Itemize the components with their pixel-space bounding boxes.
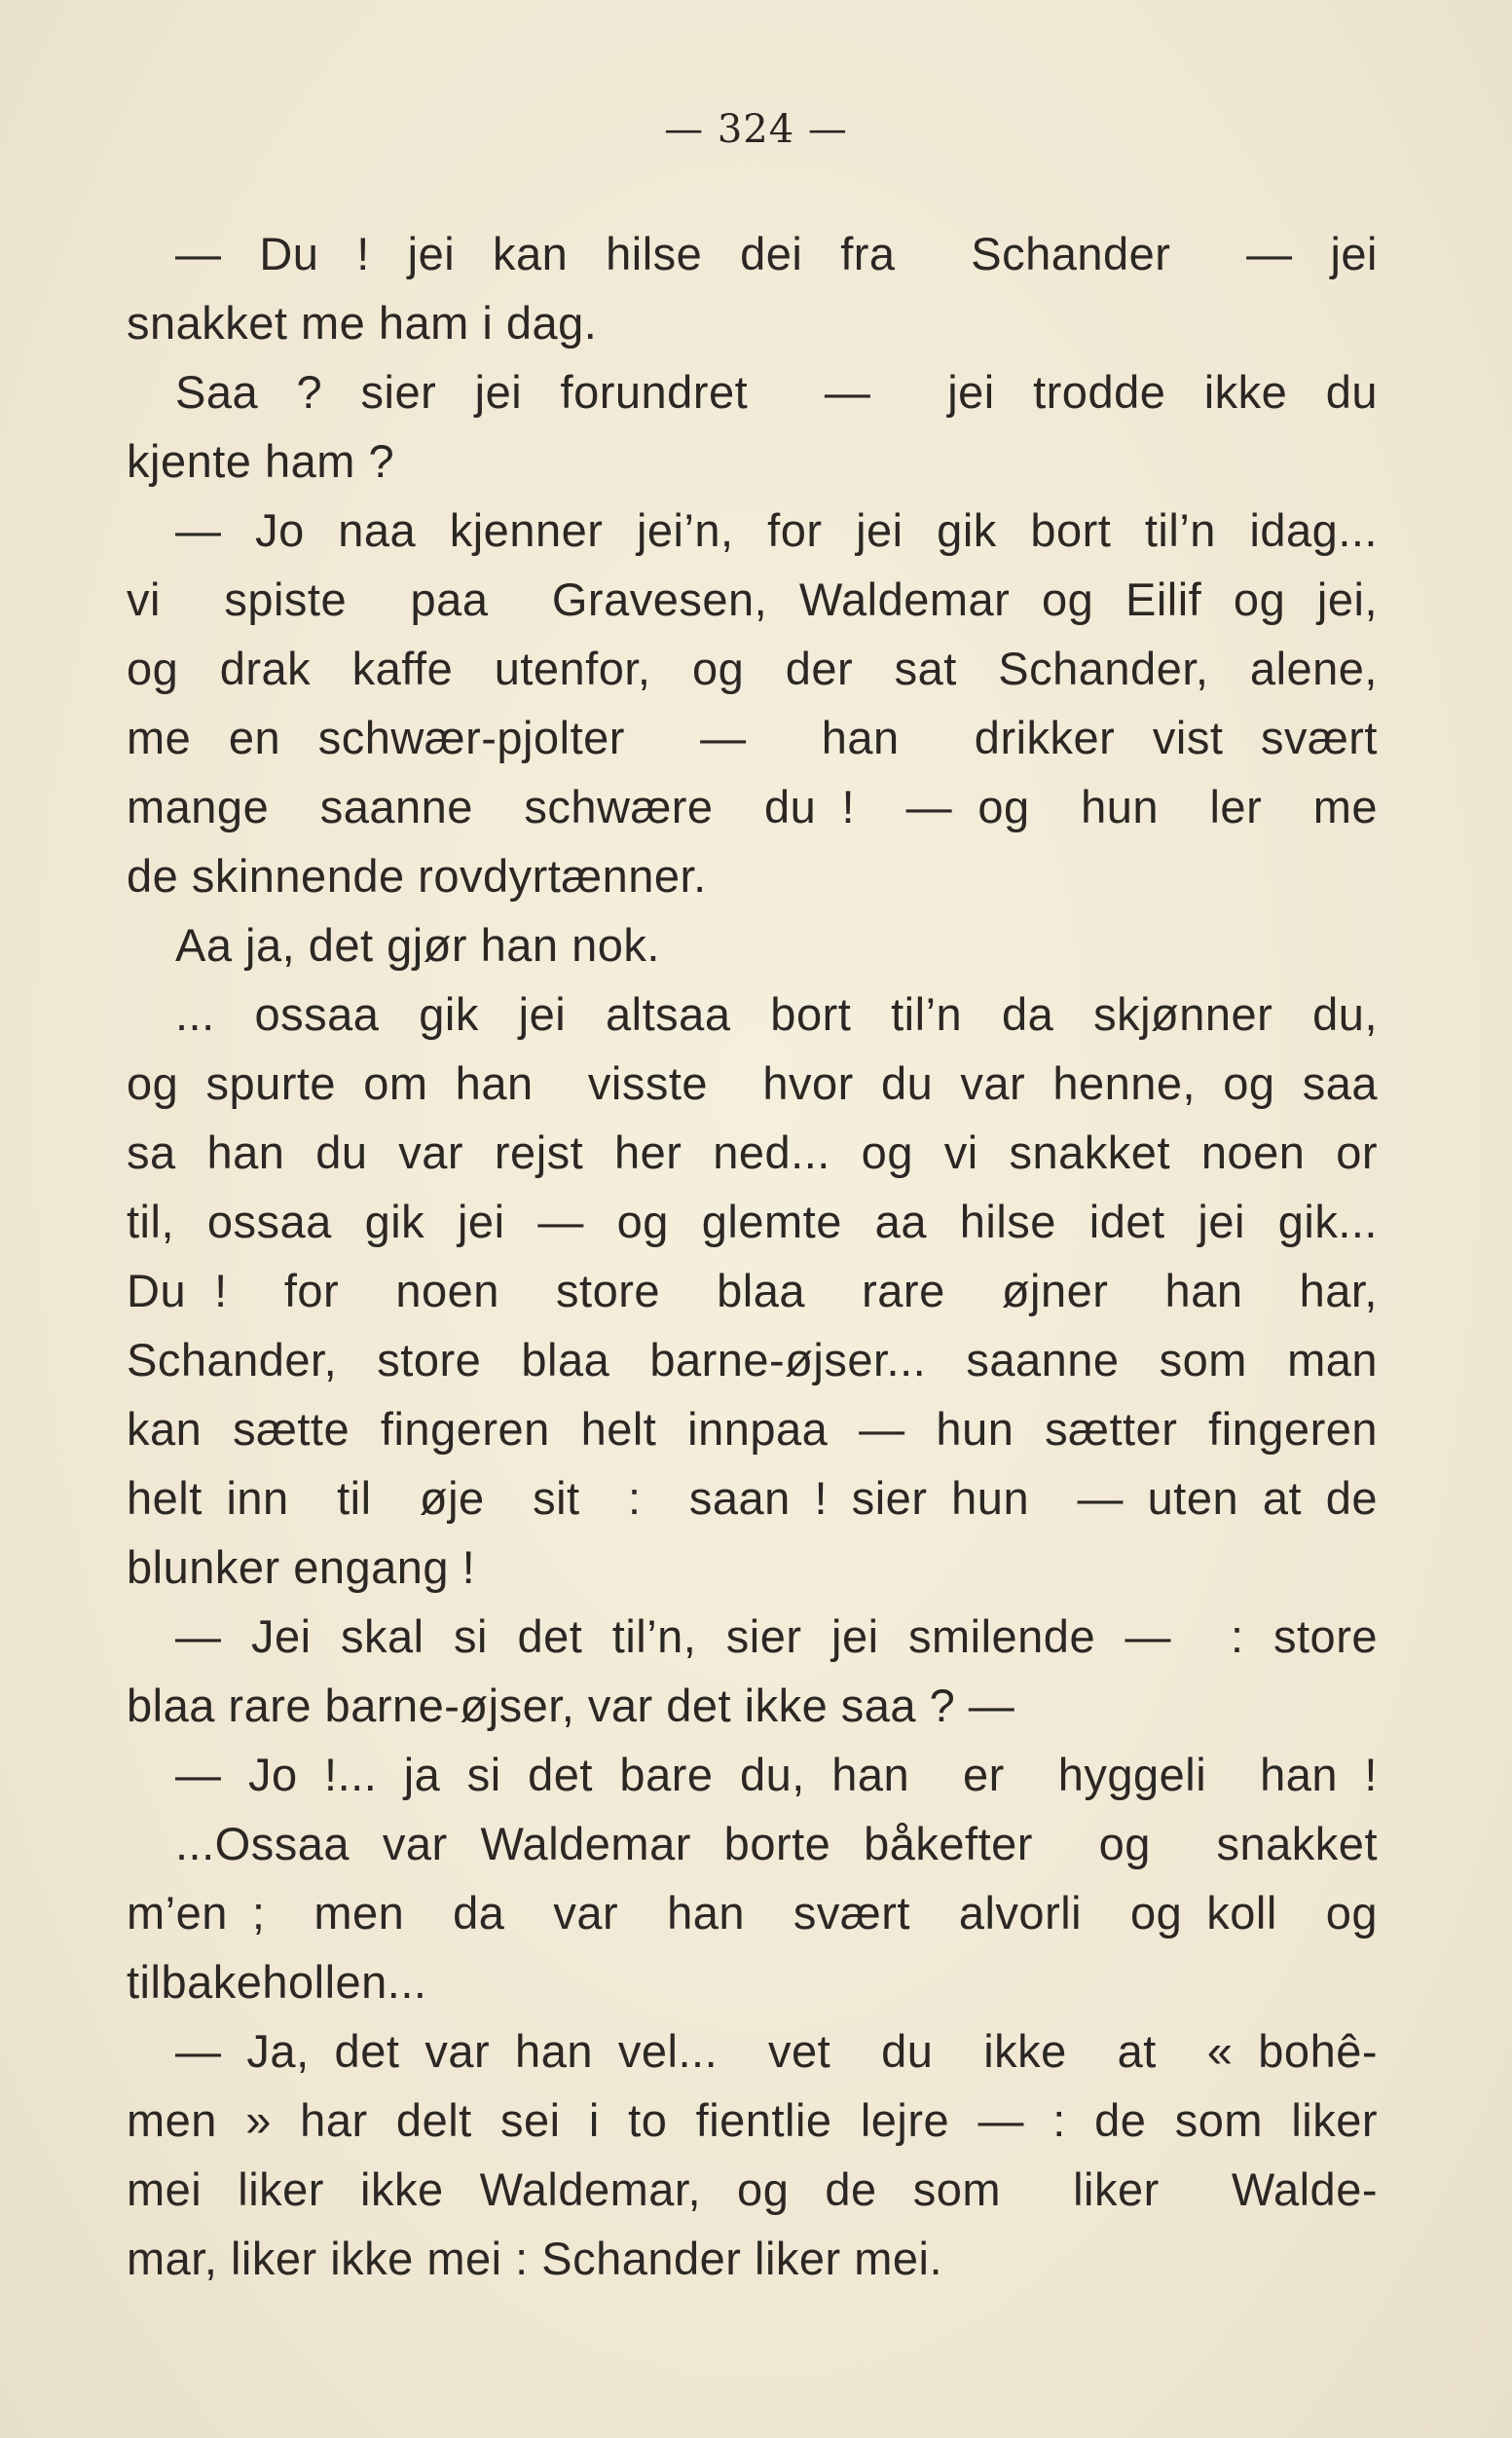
text-line: mange saanne schwære du ! — og hun ler me — [127, 781, 1378, 832]
text-line: kjente ham ? — [127, 435, 395, 487]
text-line: Du ! for noen store blaa rare øjner han har, — [127, 1265, 1378, 1316]
text-line: Schander, store blaa barne-øjser... saanne som man — [127, 1334, 1378, 1385]
text-line: ...Ossaa var Waldemar borte båkefter og snakket — [175, 1818, 1378, 1869]
page-number: — 324 — — [664, 107, 848, 152]
text-line: tilbakehollen... — [127, 1956, 427, 2008]
text-line: til, ossaa gik jei — og glemte aa hilse idet jei gik... — [127, 1196, 1378, 1247]
text-line: — Jo !... ja si det bare du, han er hyggeli han ! — [175, 1749, 1378, 1800]
text-line: — Du ! jei kan hilse dei fra Schander — jei — [175, 228, 1378, 279]
text-line: m’en ; men da var han svært alvorli og koll og — [127, 1887, 1378, 1939]
body-text — [127, 219, 1378, 2293]
text-line: — Ja, det var han vel... vet du ikke at « bohê- — [175, 2025, 1378, 2077]
text-line: kan sætte fingeren helt innpaa — hun sætter fingeren — [127, 1403, 1378, 1455]
text-line: me en schwær-pjolter — han drikker vist svært — [127, 712, 1378, 763]
text-line: snakket me ham i dag. — [127, 297, 598, 349]
text-line: vi spiste paa Gravesen, Waldemar og Eilif og jei, — [127, 573, 1378, 625]
text-line: ... ossaa gik jei altsaa bort til’n da skjønner du, — [175, 988, 1378, 1040]
text-line: og drak kaffe utenfor, og der sat Schander, alene, — [127, 643, 1378, 694]
text-line: blunker engang ! — [127, 1541, 476, 1593]
text-line: og spurte om han visste hvor du var henne, og saa — [127, 1057, 1378, 1109]
text-line: de skinnende rovdyrtænner. — [127, 850, 707, 902]
text-line: helt inn til øje sit : saan ! sier hun — uten at de — [127, 1472, 1378, 1524]
text-line: Aa ja, det gjør han nok. — [175, 919, 660, 971]
text-line: mei liker ikke Waldemar, og de som liker Walde- — [127, 2163, 1378, 2215]
text-line: Saa ? sier jei forundret — jei trodde ikke du — [175, 366, 1378, 418]
text-line: men » har delt sei i to fientlie lejre — : de som liker — [127, 2094, 1378, 2146]
text-line: mar, liker ikke mei : Schander liker mei. — [127, 2233, 943, 2284]
text-line: sa han du var rejst her ned... og vi snakket noen or — [127, 1127, 1378, 1178]
text-line: blaa rare barne-øjser, var det ikke saa ? — — [127, 1680, 1015, 1731]
text-line: — Jo naa kjenner jei’n, for jei gik bort til’n idag... — [175, 504, 1378, 556]
text-line: — Jei skal si det til’n, sier jei smilende — : store — [175, 1610, 1378, 1662]
